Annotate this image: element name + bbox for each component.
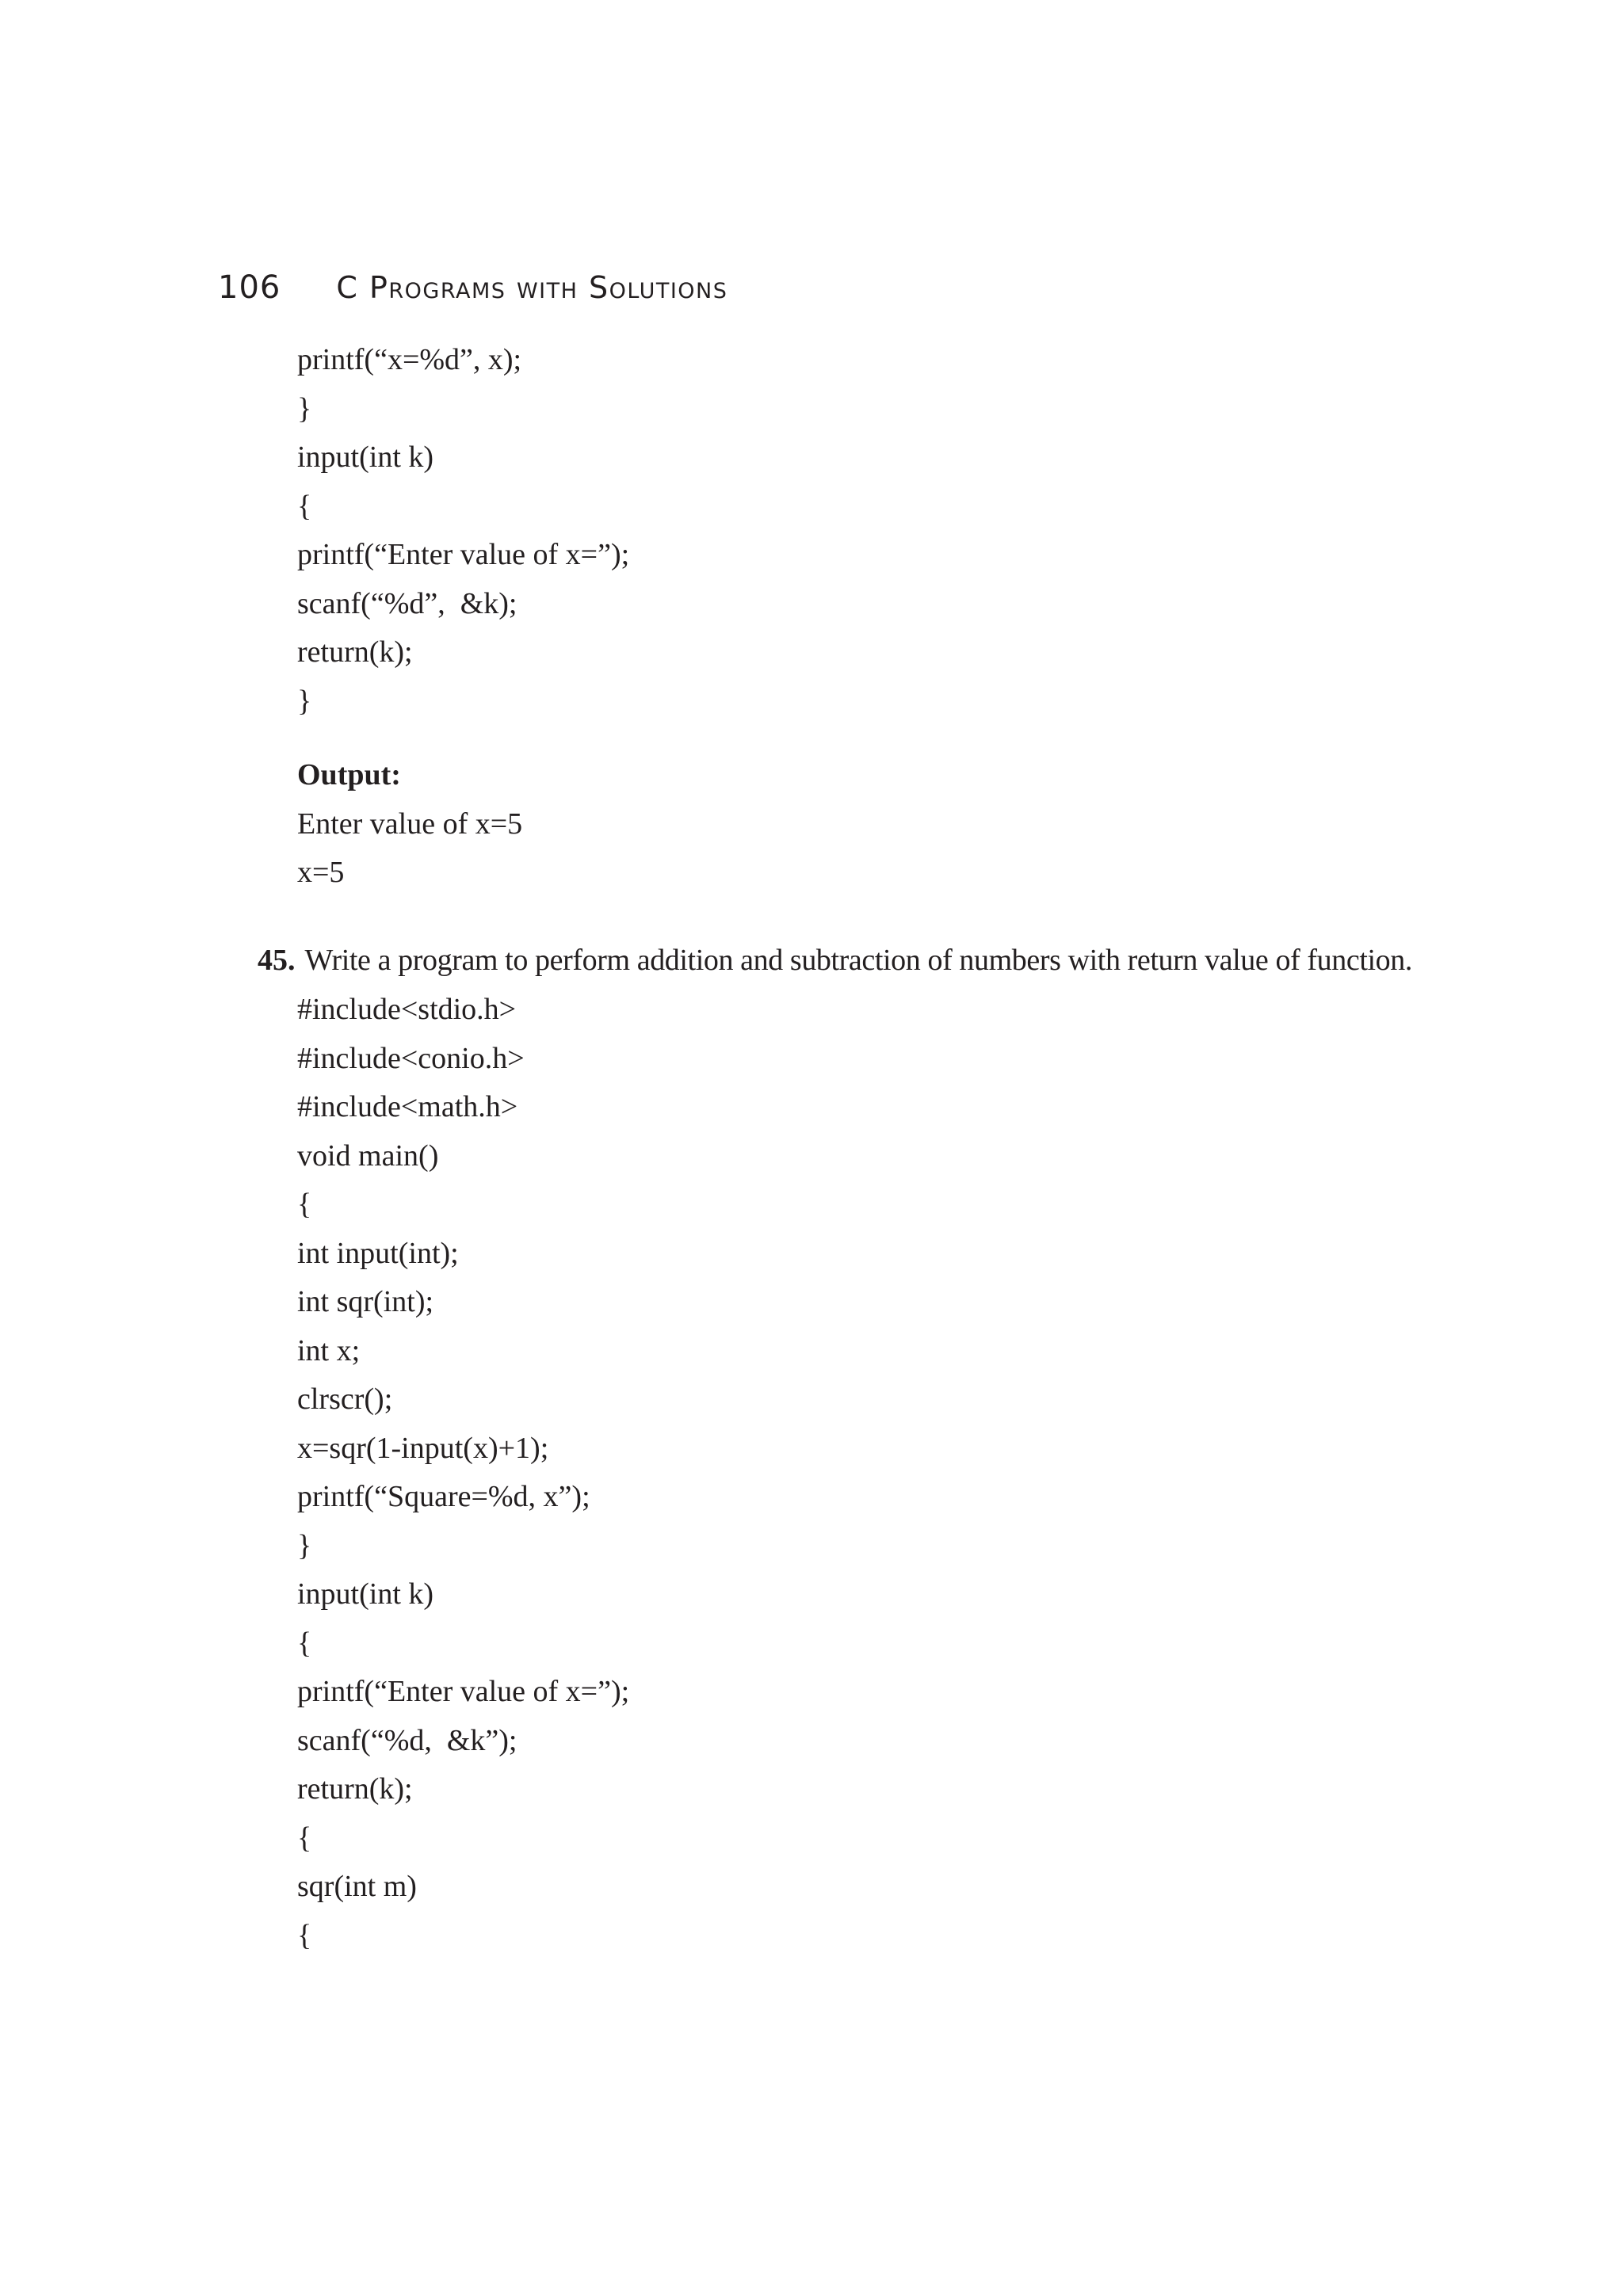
code-line: printf(“Enter value of x=”); (297, 538, 630, 571)
code-line: printf(“x=%d”, x); (297, 343, 522, 376)
code-line: sqr(int m) (297, 1870, 417, 1903)
code-line: #include<math.h> (297, 1090, 518, 1123)
code-line: printf(“Enter value of x=”); (297, 1675, 630, 1708)
code-line: clrscr(); (297, 1383, 393, 1416)
code-line: } (297, 684, 312, 718)
code-line: input(int k) (297, 1577, 434, 1611)
code-line: int input(int); (297, 1236, 459, 1270)
code-line: #include<conio.h> (297, 1041, 525, 1075)
code-line: { (297, 1918, 312, 1952)
code-line: { (297, 489, 312, 523)
code-line: return(k); (297, 1772, 413, 1806)
code-listing-45 (297, 986, 1486, 1960)
code-line: int x; (297, 1333, 361, 1367)
code-line: } (297, 1528, 312, 1562)
code-line: scanf(“%d”, &k); (297, 586, 517, 620)
code-line: printf(“Square=%d, x”); (297, 1480, 590, 1513)
book-title: C Programs with Solutions (336, 270, 728, 305)
code-line: input(int k) (297, 441, 434, 474)
question-text: Write a program to perform addition and subtraction of numbers with return value of function. (304, 944, 1412, 977)
question-45 (258, 936, 1565, 986)
code-line: return(k); (297, 635, 413, 669)
code-listing-continued (297, 336, 1486, 726)
output-line: Enter value of x=5 (297, 807, 523, 841)
page-number: 106 (218, 269, 281, 306)
output-line: x=5 (297, 856, 345, 889)
code-line: } (297, 391, 312, 425)
code-line: void main() (297, 1138, 439, 1173)
running-header (218, 269, 727, 317)
question-number: 45. (258, 944, 296, 977)
code-line: #include<stdio.h> (297, 993, 517, 1026)
code-line: scanf(“%d, &k”); (297, 1723, 517, 1757)
code-line: x=sqr(1-input(x)+1); (297, 1431, 549, 1465)
output-section (297, 751, 1486, 898)
code-line: { (297, 1188, 312, 1221)
code-line: int sqr(int); (297, 1285, 434, 1318)
code-line: { (297, 1626, 312, 1660)
output-heading: Output: (297, 758, 401, 791)
code-line: { (297, 1821, 312, 1855)
